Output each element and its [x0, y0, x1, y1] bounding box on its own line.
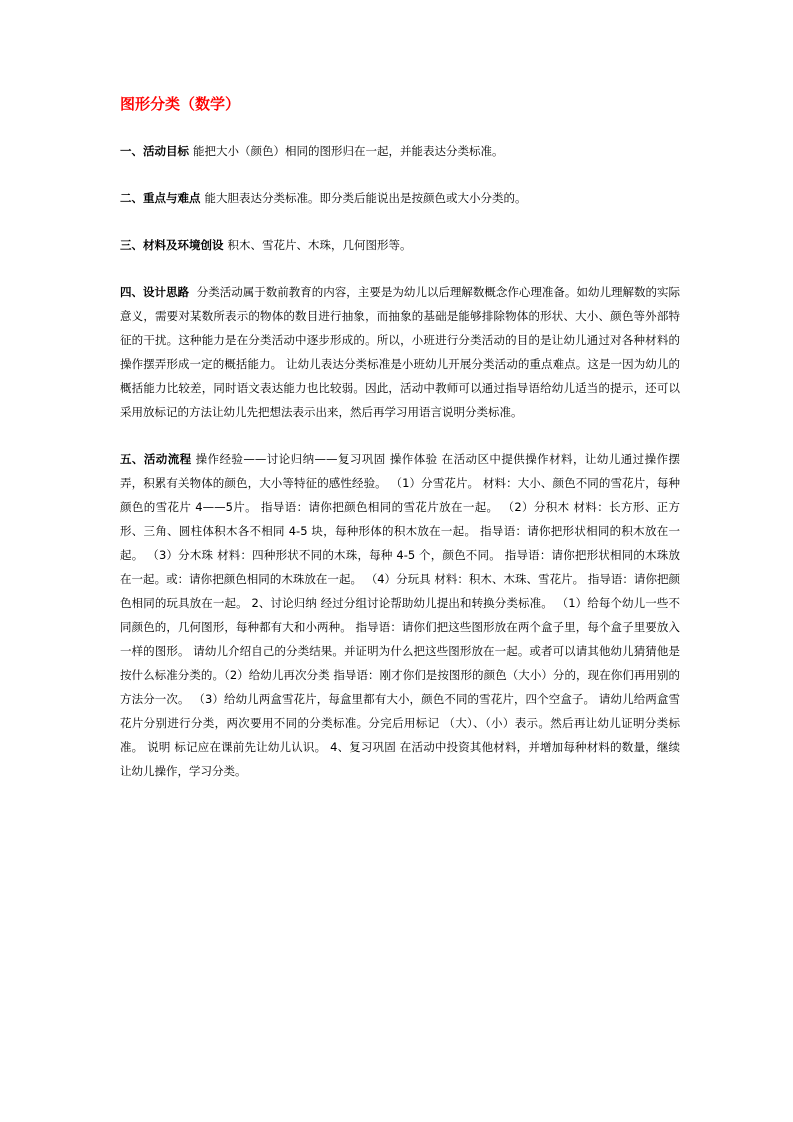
section-body: 能大胆表达分类标准。即分类后能说出是按颜色或大小分类的。 — [204, 191, 527, 205]
section-heading: 二、重点与难点 — [120, 191, 201, 205]
section-design-ideas — [120, 280, 680, 424]
section-materials — [120, 233, 680, 257]
section-activity-flow — [120, 447, 680, 783]
section-heading: 三、材料及环境创设 — [120, 238, 224, 252]
section-body: 能把大小（颜色）相同的图形归在一起，并能表达分类标准。 — [193, 144, 504, 158]
section-heading: 四、设计思路 — [120, 285, 190, 299]
section-goals — [120, 139, 680, 163]
section-heading: 一、活动目标 — [120, 144, 189, 158]
section-body: 操作经验——讨论归纳——复习巩固 操作体验 在活动区中提供操作材料，让幼儿通过操作摆弄，积累有关物体的颜色，大小等特征的感性经验。 （1）分雪花片。 材料：大小、颜色不同的雪花片，每种颜色的雪花片 4——5片。 指导语：请你把颜色相同的雪花片放在一起。 （2）分积木 材料：长方形、正方形、三角、圆柱体积木各不相同 4-5 块，每种形体的积木放在一起。 指导语：请你把形状相同的积木放在一起。 （3）分木珠 材料：四种形状不同的木珠，每种 4-5 个，颜色不同。 指导语：请你把形状相同的木珠放在一起。或：请你把颜色相同的木珠放在一起。 （4）分玩具 材料：积木、木珠、雪花片。 指导语：请你把颜色相同的玩具放在一起。 2、讨论归纳 经过分组讨论帮助幼儿提出和转换分类标准。 （1）给每个幼儿一些不同颜色的，几何图形，每种都有大和小两种。 指导语：请你们把这些图形放在两个盒子里，每个盒子里要放入一样的图形。 请幼儿介绍自己的分类结果。并证明为什么把这些图形放在一起。或者可以请其他幼儿猜猜他是按什么标准分类的。（2）给幼儿再次分类 指导语：刚才你们是按图形的颜色（大小）分的，现在你们再用别的方法分一次。 （3）给幼儿两盒雪花片，每盒里都有大小，颜色不同的雪花片，四个空盒子。 请幼儿给两盒雪花片分别进行分类，两次要用不同的分类标准。分完后用标记 （大）、（小）表示。然后再让幼儿证明分类标准。 说明 标记应在课前先让幼儿认识。 4、复习巩固 在活动中投资其他材料，并增加每种材料的数量，继续让幼儿操作，学习分类。 — [120, 452, 680, 778]
section-heading: 五、活动流程 — [120, 452, 192, 466]
document-title: 图形分类（数学） — [120, 95, 241, 113]
section-body: 积木、雪花片、木珠，几何图形等。 — [227, 238, 412, 252]
section-key-points — [120, 186, 680, 210]
section-body: 分类活动属于数前教育的内容，主要是为幼儿以后理解数概念作心理准备。如幼儿理解数的实际意义，需要对某数所表示的物体的数目进行抽象，而抽象的基础是能够排除物体的形状、大小、颜色等外部特征的干扰。这种能力是在分类活动中逐步形成的。所以，小班进行分类活动的目的是让幼儿通过对各种材料的操作摆弄形成一定的概括能力。 让幼儿表达分类标准是小班幼儿开展分类活动的重点难点。这是一因为幼儿的概括能力比较差，同时语文表达能力也比较弱。因此，活动中教师可以通过指导语给幼儿适当的提示，还可以采用放标记的方法让幼儿先把想法表示出来，然后再学习用语言说明分类标准。 — [120, 285, 680, 419]
document-page — [120, 93, 680, 806]
